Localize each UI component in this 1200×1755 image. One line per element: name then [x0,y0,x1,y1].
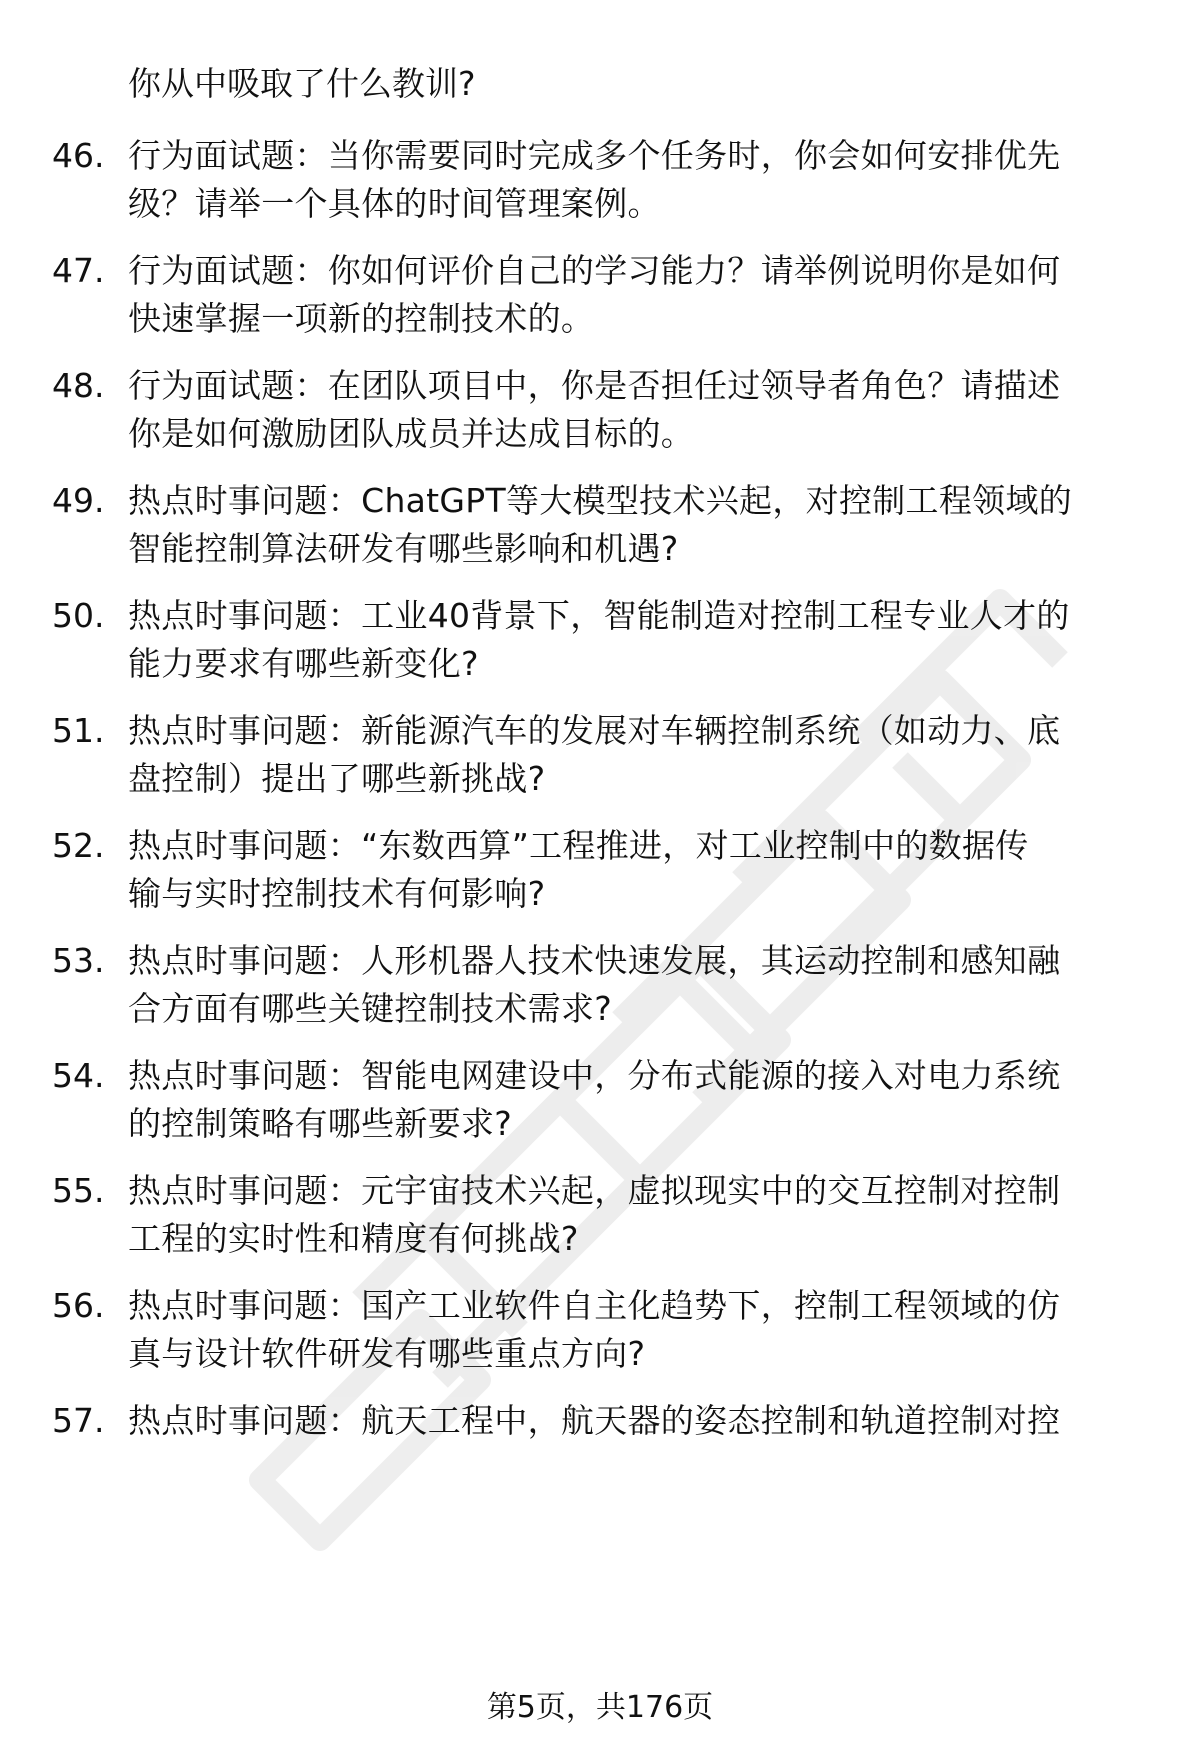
question-text [128,1052,1138,1148]
question-text-line: 盘控制）提出了哪些新挑战? [128,759,546,798]
question-text-line: 热点时事问题：人形机器人技术快速发展，其运动控制和感知融 [128,941,1061,980]
question-text-line: 真与设计软件研发有哪些重点方向? [128,1334,646,1373]
question-text-line: 热点时事问题：航天工程中，航天器的姿态控制和轨道控制对控 [128,1401,1061,1440]
question-text [128,592,1138,688]
question-number: 57. [52,1401,105,1440]
question-text-line: 你是如何激励团队成员并达成目标的。 [128,414,695,453]
question-text-line: 热点时事问题：国产工业软件自主化趋势下，控制工程领域的仿 [128,1286,1061,1325]
question-text [128,937,1138,1033]
question-text-line: 合方面有哪些关键控制技术需求? [128,989,613,1028]
question-number: 52. [52,826,105,865]
question-text-line: 输与实时控制技术有何影响? [128,874,546,913]
question-text-line: 行为面试题：在团队项目中，你是否担任过领导者角色？请描述 [128,366,1061,405]
question-text-line: 的控制策略有哪些新要求? [128,1104,513,1143]
question-text [128,132,1138,228]
question-number: 55. [52,1171,105,1210]
question-text-line: 行为面试题：当你需要同时完成多个任务时，你会如何安排优先 [128,136,1061,175]
question-text-line: 工程的实时性和精度有何挑战? [128,1219,579,1258]
question-number: 50. [52,596,105,635]
question-text-line: 热点时事问题：新能源汽车的发展对车辆控制系统（如动力、底 [128,711,1061,750]
question-text-line: 热点时事问题：“东数西算”工程推进，对工业控制中的数据传 [128,826,1029,865]
question-number: 47. [52,251,105,290]
question-text [128,707,1138,803]
question-text-line: 热点时事问题：ChatGPT等大模型技术兴起，对控制工程领域的 [128,481,1073,520]
question-text [128,822,1138,918]
question-number: 53. [52,941,105,980]
question-text-line: 智能控制算法研发有哪些影响和机遇? [128,529,679,568]
question-text-line: 级？请举一个具体的时间管理案例。 [128,184,661,223]
question-text [128,247,1138,343]
question-text-line: 快速掌握一项新的控制技术的。 [128,299,595,338]
question-text [128,1397,1138,1445]
page-footer: 第5页，共176页 [486,1690,714,1725]
question-number: 54. [52,1056,105,1095]
question-text-line: 热点时事问题：智能电网建设中，分布式能源的接入对电力系统 [128,1056,1061,1095]
question-text [128,362,1138,458]
question-number: 56. [52,1286,105,1325]
question-number: 51. [52,711,105,750]
question-text [128,477,1138,573]
question-text-line: 热点时事问题：元宇宙技术兴起，虚拟现实中的交互控制对控制 [128,1171,1061,1210]
question-number: 49. [52,481,105,520]
question-number: 46. [52,136,105,175]
question-text-line: 行为面试题：你如何评价自己的学习能力？请举例说明你是如何 [128,251,1061,290]
question-continuation: 你从中吸取了什么教训? [128,64,476,103]
question-text [128,1282,1138,1378]
question-text-line: 能力要求有哪些新变化? [128,644,479,683]
question-text-line: 热点时事问题：工业40背景下，智能制造对控制工程专业人才的 [128,596,1070,635]
question-text [128,1167,1138,1263]
question-number: 48. [52,366,105,405]
